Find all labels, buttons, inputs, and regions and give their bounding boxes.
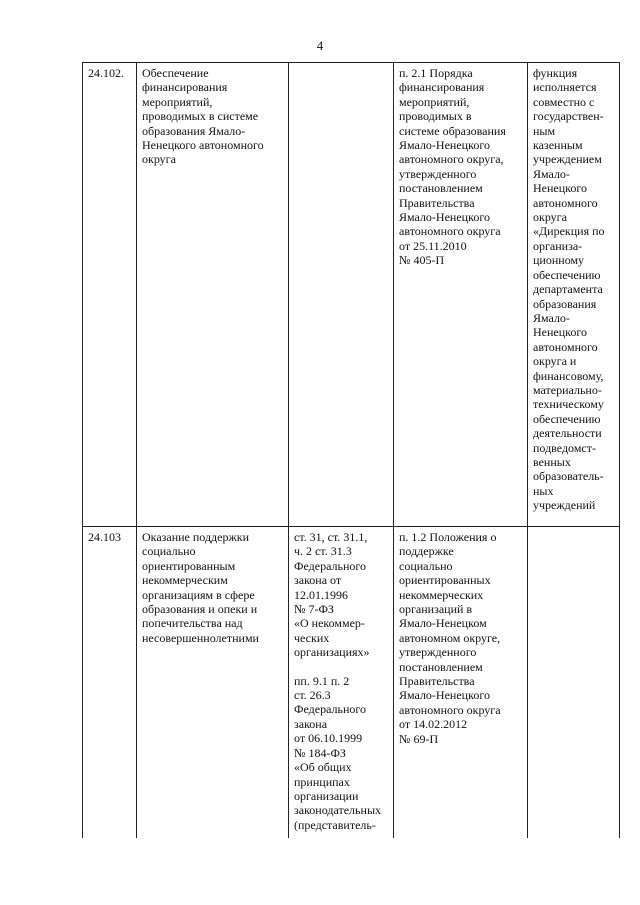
text-line: № 405-П [399,253,445,268]
text-line: Ямало-Ненецкого [399,688,490,703]
note-cell [528,527,620,839]
legal-basis-cell [289,63,394,527]
text-line: образователь- [533,469,604,484]
text-line: Обеспечение [142,66,209,80]
text-line: округа [142,152,176,167]
text-line: № 184-ФЗ [294,745,346,760]
text-line: округа [533,210,567,225]
document-table [82,62,620,838]
text-line: финансирования [142,80,228,95]
text-line: автономного округа [399,702,501,717]
function-name-cell [137,527,289,839]
text-line: ным [533,123,556,138]
text-line: Ненецкого [533,325,588,340]
text-line: утвержденного [399,645,477,660]
text-line: законодательных [294,803,381,818]
text-line: мероприятий, [399,94,470,109]
text-line: 12.01.1996 [294,587,348,602]
text-line: государствен- [533,109,604,124]
text-line: постановлением [399,659,483,674]
text-line: организаций в [399,602,473,617]
text-line: венных [533,454,571,469]
text-line: проводимых в системе [142,109,259,124]
text-line: казенным [533,138,583,153]
text-line: от 14.02.2012 [399,717,468,732]
text-line: несовершеннолетними [142,630,259,645]
text-line: подведомст- [533,440,596,455]
text-line: № 7-ФЗ [294,602,334,617]
text-line: финансирования [399,80,485,95]
text-line: закона от [294,573,342,588]
text-line: образования [533,296,597,311]
text-line: автономного округа [399,224,501,239]
text-line: пп. 9.1 п. 2 [294,673,350,688]
text-line: ст. 31, ст. 31.1, [294,530,368,544]
row-number: 24.102. [83,63,137,527]
text-line: Правительства [399,195,475,210]
text-line: организациям в сфере [142,587,255,602]
text-line: функция [533,66,578,80]
regional-act-cell [394,527,528,839]
text-line: обеспечению [533,411,601,426]
text-line: автономного [533,195,598,210]
text-line: «Об общих [294,760,352,775]
text-line: поддержке [399,544,454,559]
text-line: округа и [533,354,577,369]
function-name-cell [137,63,289,527]
text-line: организации [294,788,359,803]
text-line: Ямало-Ненецкого [399,210,490,225]
text-line: некоммерческих [399,587,484,602]
text-line: Ямало-Ненецком [399,616,487,631]
text-line: постановлением [399,181,483,196]
text-line: Ненецкого [533,181,588,196]
text-line: «О некоммер- [294,616,365,631]
text-line: Правительства [399,674,475,689]
note-cell [528,63,620,527]
text-line: мероприятий, [142,94,213,109]
text-line: закона [294,716,328,731]
text-line: ных [533,483,554,498]
table-row [83,63,620,527]
text-line: материально- [533,382,602,397]
text-line: Ненецкого автономного [142,138,264,153]
text-line: «Дирекция по [533,224,605,239]
text-line: организа- [533,238,583,253]
text-line: совместно с [533,94,595,109]
text-line: Федерального [294,558,367,573]
text-line: учреждений [533,498,596,513]
text-line: обеспечению [533,267,601,282]
text-line: автономного округа, [399,152,504,167]
text-line: учреждением [533,152,602,167]
text-line: утвержденного [399,166,477,181]
row-number: 24.103 [83,527,137,839]
table-row [83,527,620,839]
text-line: деятельности [533,426,602,441]
text-line: социально [399,558,453,573]
text-line: от 06.10.1999 [294,731,363,746]
text-line: организациях» [294,645,370,660]
text-line: Ямало- [533,310,570,325]
text-line: системе образования [399,123,506,138]
text-line: техническому [533,397,604,412]
text-line: проводимых в [399,109,472,124]
text-line: ориентированным [142,558,236,573]
text-line: социально [142,544,196,559]
text-line: ционному [533,253,585,268]
text-line: от 25.11.2010 [399,238,467,253]
text-line: департамента [533,282,603,297]
text-line: Ямало- [533,166,570,181]
text-line: некоммерческим [142,573,228,588]
text-line: ч. 2 ст. 31.3 [294,544,352,559]
page-number: 4 [316,38,324,53]
text-line: (представитель- [294,817,376,832]
text-line: п. 1.2 Положения о [399,530,497,544]
legal-basis-cell [289,527,394,839]
text-line: принципах [294,774,350,789]
paragraph-gap [294,660,389,674]
text-line: автономном округе, [399,630,501,645]
text-line: п. 2.1 Порядка [399,66,473,80]
text-line: образования и опеки и [142,602,258,617]
text-line: ориентированных [399,573,491,588]
text-line: ческих [294,630,330,645]
text-line: финансовому, [533,368,604,383]
text-line: Федерального [294,702,367,717]
text-line: № 69-П [399,731,439,746]
text-line: ст. 26.3 [294,688,331,703]
text-line: автономного [533,339,598,354]
text-line: исполняется [533,80,597,95]
regional-act-cell [394,63,528,527]
text-line: попечительства над [142,616,243,631]
text-line: образования Ямало- [142,123,246,138]
text-line: Ямало-Ненецкого [399,138,490,153]
text-line: Оказание поддержки [142,530,250,544]
